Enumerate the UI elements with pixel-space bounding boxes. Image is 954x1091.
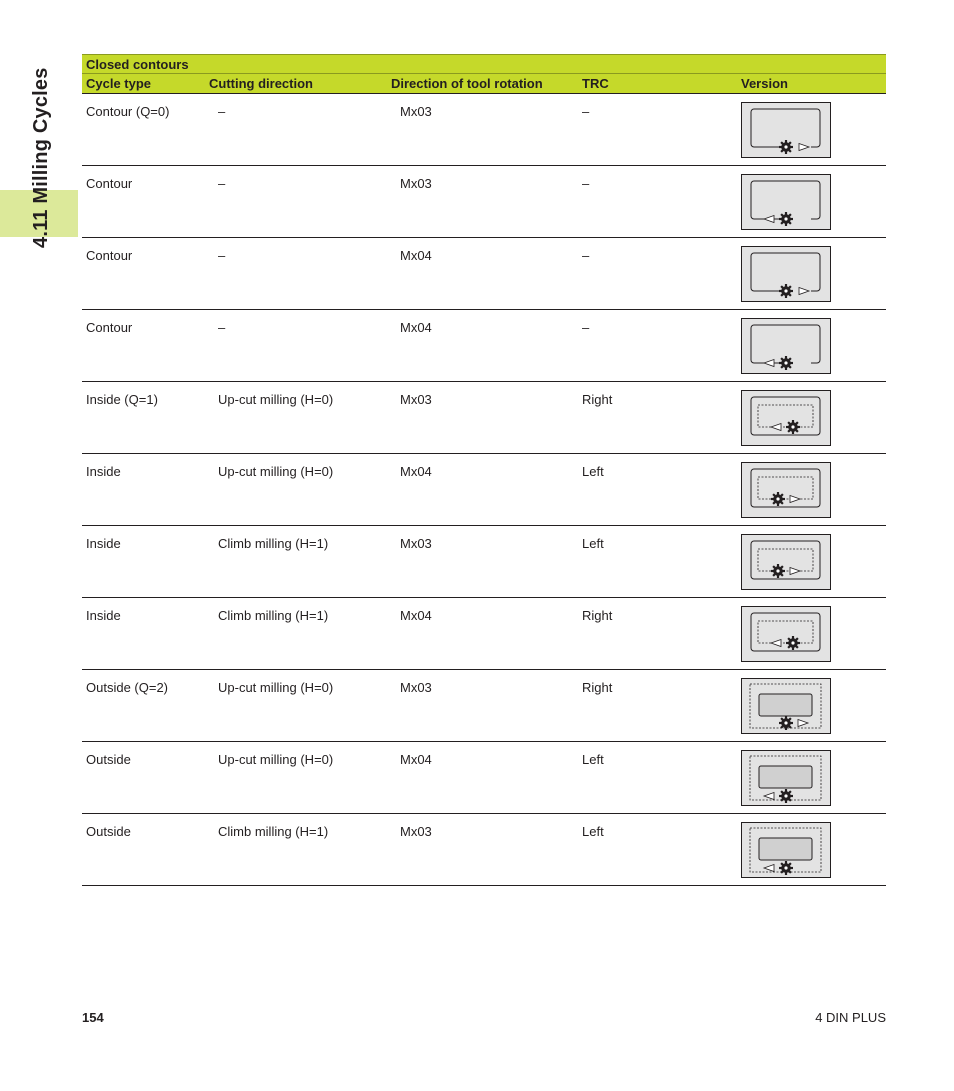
cell-tool-rotation: Mx03 — [400, 536, 432, 551]
cell-cycle-type: Inside (Q=1) — [86, 392, 158, 407]
cell-trc: Left — [582, 752, 604, 767]
table-row — [82, 382, 886, 454]
cell-cycle-type: Contour — [86, 320, 133, 335]
cell-trc: Left — [582, 824, 604, 839]
table-row — [82, 670, 886, 742]
closed-contours-table — [82, 54, 886, 886]
cell-cutting-direction: – — [218, 176, 226, 191]
cell-cycle-type: Inside — [86, 464, 121, 479]
chapter-name: 4 DIN PLUS — [815, 1010, 886, 1025]
outside-left-icon — [741, 750, 831, 806]
inside-left-icon — [741, 390, 831, 446]
cell-tool-rotation: Mx03 — [400, 680, 432, 695]
table-row — [82, 94, 886, 166]
inside-left-icon — [741, 606, 831, 662]
cell-tool-rotation: Mx03 — [400, 176, 432, 191]
table-row — [82, 310, 886, 382]
cell-tool-rotation: Mx03 — [400, 824, 432, 839]
header-tool-rotation: Direction of tool rotation — [391, 76, 543, 91]
cell-tool-rotation: Mx04 — [400, 248, 432, 263]
table-body — [82, 94, 886, 886]
header-cutting-direction: Cutting direction — [209, 76, 313, 91]
cell-cutting-direction: Up-cut milling (H=0) — [218, 464, 334, 479]
inside-right-icon — [741, 534, 831, 590]
table-title: Closed contours — [82, 54, 886, 73]
cell-cutting-direction: Up-cut milling (H=0) — [218, 680, 334, 695]
section-title: 4.11 Milling Cycles — [30, 67, 52, 248]
table-row — [82, 526, 886, 598]
cell-trc: Right — [582, 680, 613, 695]
cell-cycle-type: Contour — [86, 248, 133, 263]
cell-trc: – — [582, 320, 590, 335]
cell-tool-rotation: Mx04 — [400, 464, 432, 479]
table-row — [82, 598, 886, 670]
header-trc: TRC — [582, 76, 609, 91]
cell-cycle-type: Contour (Q=0) — [86, 104, 170, 119]
table-row — [82, 742, 886, 814]
cell-cycle-type: Inside — [86, 536, 121, 551]
outside-left-icon — [741, 822, 831, 878]
header-cycle-type: Cycle type — [86, 76, 152, 91]
cell-trc: – — [582, 104, 590, 119]
cell-cutting-direction: Climb milling (H=1) — [218, 608, 329, 623]
table-row — [82, 454, 886, 526]
cell-trc: – — [582, 248, 590, 263]
table-header-row — [82, 73, 886, 94]
cell-cutting-direction: – — [218, 104, 226, 119]
cell-cutting-direction: Climb milling (H=1) — [218, 824, 329, 839]
cell-cycle-type: Outside — [86, 824, 131, 839]
table-row — [82, 166, 886, 238]
contour-left-icon — [741, 318, 831, 374]
cell-tool-rotation: Mx03 — [400, 392, 432, 407]
header-version: Version — [741, 76, 788, 91]
inside-right-icon — [741, 462, 831, 518]
cell-cycle-type: Contour — [86, 176, 133, 191]
cell-trc: Right — [582, 608, 613, 623]
cell-trc: Left — [582, 536, 604, 551]
cell-cutting-direction: Up-cut milling (H=0) — [218, 392, 334, 407]
page-number: 154 — [82, 1010, 104, 1025]
cell-cutting-direction: Up-cut milling (H=0) — [218, 752, 334, 767]
table-row — [82, 238, 886, 310]
cell-tool-rotation: Mx04 — [400, 320, 432, 335]
table-row — [82, 814, 886, 886]
contour-right-icon — [741, 102, 831, 158]
cell-cutting-direction: – — [218, 320, 226, 335]
cell-cutting-direction: – — [218, 248, 226, 263]
cell-tool-rotation: Mx03 — [400, 104, 432, 119]
cell-cycle-type: Inside — [86, 608, 121, 623]
cell-cutting-direction: Climb milling (H=1) — [218, 536, 329, 551]
cell-tool-rotation: Mx04 — [400, 752, 432, 767]
cell-trc: – — [582, 176, 590, 191]
cell-trc: Right — [582, 392, 613, 407]
cell-cycle-type: Outside — [86, 752, 131, 767]
contour-left-icon — [741, 174, 831, 230]
cell-cycle-type: Outside (Q=2) — [86, 680, 169, 695]
outside-right-icon — [741, 678, 831, 734]
contour-right-icon — [741, 246, 831, 302]
cell-tool-rotation: Mx04 — [400, 608, 432, 623]
cell-trc: Left — [582, 464, 604, 479]
